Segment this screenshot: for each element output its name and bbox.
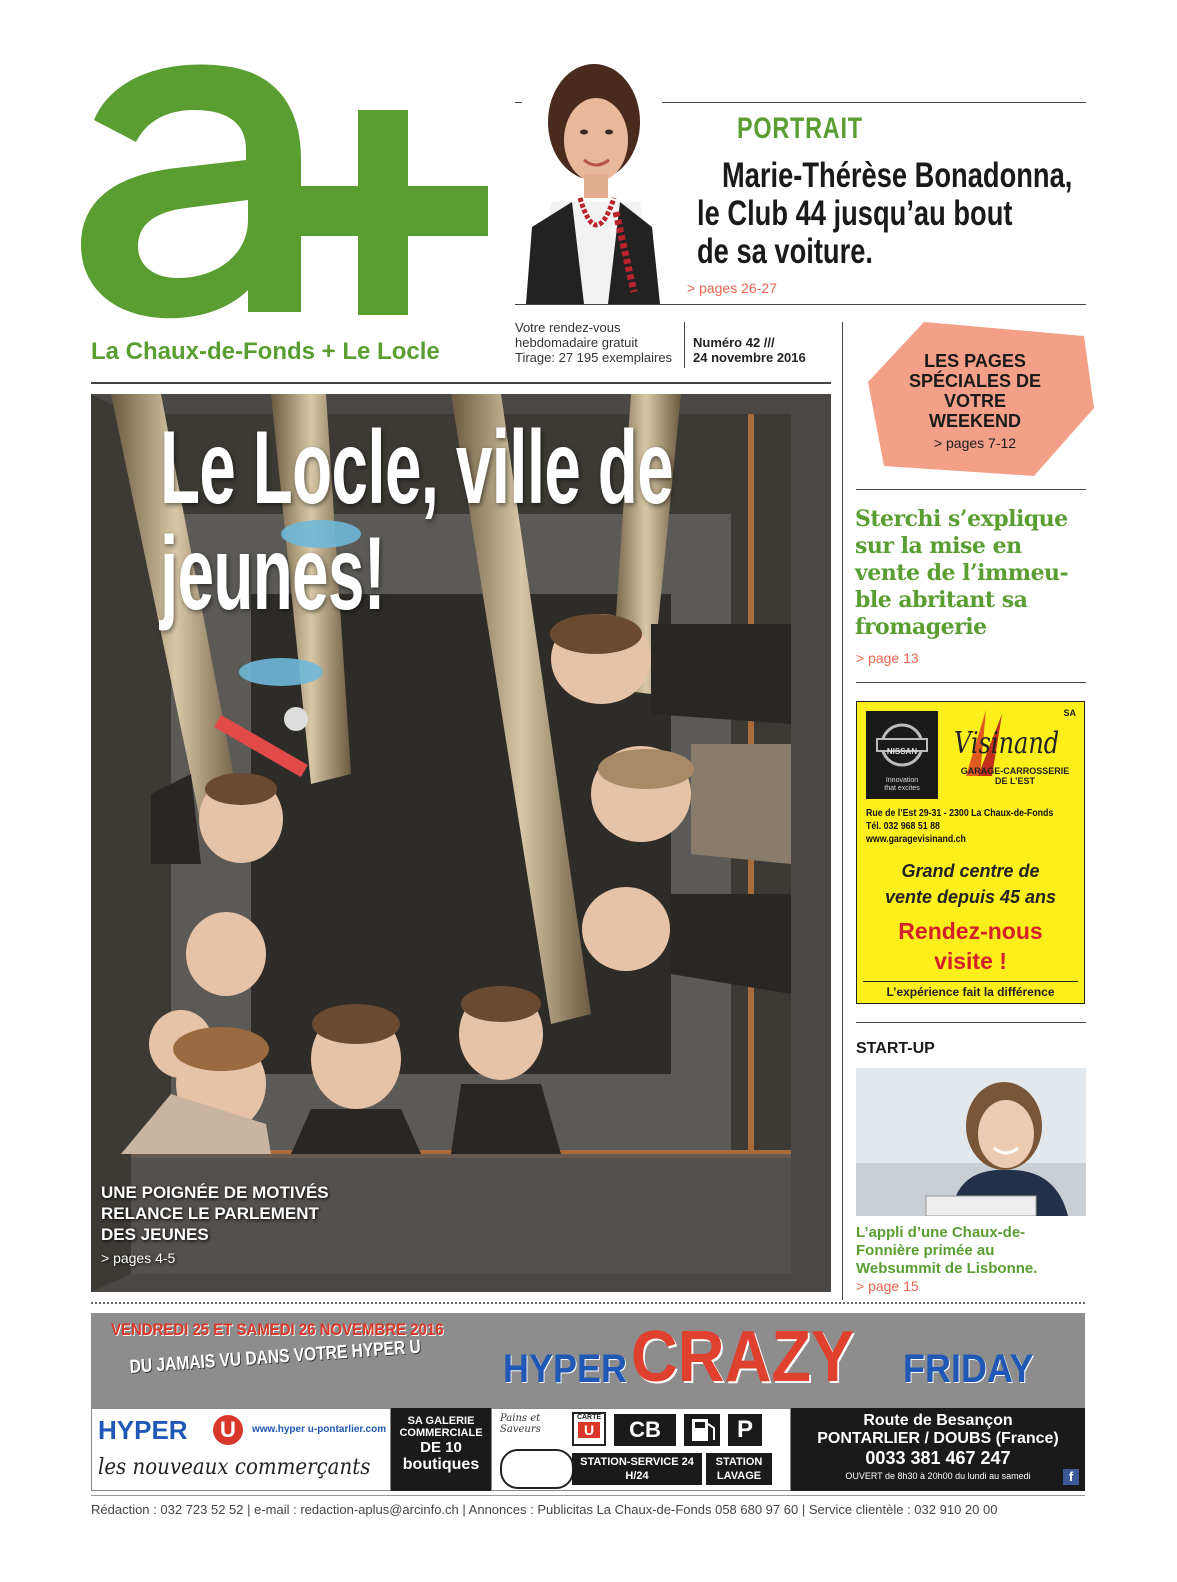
rule xyxy=(91,1495,1085,1496)
issue-number: Numéro 42 /// xyxy=(693,335,775,350)
masthead-tagline: La Chaux-de-Fonds + Le Locle xyxy=(91,338,440,365)
hyper-phone[interactable]: 0033 381 467 247 xyxy=(865,1448,1011,1468)
carte-u: U xyxy=(578,1422,600,1438)
location-icon xyxy=(500,1449,574,1489)
column-divider xyxy=(842,322,843,1300)
info-line: Votre rendez-vous xyxy=(515,320,621,335)
cover-headline-line: Le Locle, ville de xyxy=(160,410,674,526)
nissan-slogan xyxy=(866,777,938,793)
nissan-cta-line: visite ! xyxy=(934,948,1007,974)
station-lavage-line: STATION xyxy=(715,1456,763,1468)
cover-caption-line: DES JEUNES xyxy=(101,1225,209,1244)
services-box xyxy=(491,1408,791,1491)
hyper-u-logo-text: HYPER xyxy=(98,1415,188,1445)
hyper-date-banner: VENDREDI 25 ET SAMEDI 26 NOVEMBRE 2016 xyxy=(111,1320,444,1339)
issue-info xyxy=(693,335,806,365)
sterchi-page-ref[interactable]: > page 13 xyxy=(856,650,919,666)
nissan-cta-line: Rendez-nous xyxy=(898,918,1043,944)
aplus-logo xyxy=(76,50,506,320)
rule xyxy=(515,304,1086,305)
visinand-name: Visinand xyxy=(954,726,1060,761)
startup-photo xyxy=(856,1068,1086,1216)
facebook-icon[interactable]: f xyxy=(1063,1469,1079,1485)
nissan-contact xyxy=(866,807,1077,846)
sterchi-line: vente de l’immeu- xyxy=(855,560,1069,586)
startup-headline[interactable] xyxy=(856,1224,1096,1278)
hyper-city: PONTARLIER / DOUBS (France) xyxy=(817,1430,1059,1447)
hyper-u-logo-mark: U xyxy=(213,1415,243,1445)
fuel-pump-icon xyxy=(684,1414,720,1446)
hyper-address-box xyxy=(791,1408,1085,1491)
sterchi-line: fromagerie xyxy=(855,614,987,640)
visinand-sa: SA xyxy=(1063,708,1076,718)
hyper-u-script: les nouveaux commerçants xyxy=(98,1455,371,1480)
info-line: hebdomadaire gratuit xyxy=(515,335,638,350)
nissan-pitch-line: Grand centre de xyxy=(901,861,1040,881)
startup-kicker: START-UP xyxy=(856,1040,935,1057)
rule xyxy=(863,981,1078,982)
station-lavage-label xyxy=(706,1453,772,1485)
friday-word: FRIDAY xyxy=(903,1347,1034,1391)
station-lavage-line: LAVAGE xyxy=(716,1470,762,1482)
startup-line: Websummit de Lisbonne. xyxy=(856,1260,1038,1277)
cover-page-ref[interactable]: > pages 4-5 xyxy=(101,1250,176,1266)
rule xyxy=(91,382,831,384)
footer-contacts: Rédaction : 032 723 52 52 | e-mail : redaction-aplus@arcinfo.ch | Annonces : Publicitas La Chaux-de-Fonds 058 680 97 60 | Service clientèle : 032 910 20 00 xyxy=(91,1502,998,1517)
info-line: Tirage: 27 195 exemplaires xyxy=(515,350,673,365)
nissan-pitch-line: vente depuis 45 ans xyxy=(884,887,1057,907)
visinand-logo xyxy=(950,708,1080,800)
nissan-slogan-line: Innovation xyxy=(885,777,919,784)
galerie-line: COMMERCIALE xyxy=(399,1427,483,1439)
rule xyxy=(856,489,1086,490)
station-service-label: STATION-SERVICE 24 H/24 xyxy=(572,1453,702,1485)
cb-icon: CB xyxy=(614,1414,676,1446)
hyper-route: Route de Besançon xyxy=(863,1412,1013,1429)
nissan-address: Rue de l’Est 29-31 - 2300 La Chaux-de-Fonds xyxy=(866,808,1054,819)
rule xyxy=(856,1022,1086,1023)
cover-headline-line: jeunes! xyxy=(160,516,385,632)
hyper-u-logo-box xyxy=(91,1408,391,1491)
hyper-word: HYPER xyxy=(503,1347,628,1391)
cover-headline[interactable] xyxy=(160,410,828,632)
galerie-line: boutiques xyxy=(402,1456,480,1473)
cover-caption xyxy=(101,1182,329,1245)
cover-caption-line: UNE POIGNÉE DE MOTIVÉS xyxy=(101,1183,329,1202)
nissan-slogan-line: that excites xyxy=(884,785,920,792)
portrait-page-ref[interactable]: > pages 26-27 xyxy=(687,280,777,296)
nissan-cta xyxy=(857,916,1084,976)
startup-line: Fonnière primée au xyxy=(856,1242,995,1259)
carte-label: CARTE xyxy=(576,1414,602,1421)
hyper-u-ad[interactable] xyxy=(91,1313,1085,1491)
weekend-line: SPÉCIALES DE xyxy=(908,371,1042,391)
portrait-title-line: de sa voiture. xyxy=(697,232,873,271)
portrait-title-line: le Club 44 jusqu’au bout xyxy=(697,194,1013,233)
visinand-sub-line: DE L’EST xyxy=(994,776,1035,786)
nissan-brand: NISSAN xyxy=(886,747,918,756)
rule xyxy=(856,682,1086,683)
weekend-line: VOTRE xyxy=(943,391,1006,411)
parking-icon: P xyxy=(728,1414,762,1446)
hyper-u-url[interactable]: www.hyper u-pontarlier.com xyxy=(252,1424,387,1435)
nissan-ad[interactable] xyxy=(856,701,1085,1004)
cover-caption-line: RELANCE LE PARLEMENT xyxy=(101,1204,319,1223)
nissan-logo xyxy=(866,711,938,799)
ad-separator xyxy=(91,1302,1085,1304)
nissan-phone: Tél. 032 968 51 88 xyxy=(866,821,940,832)
weekend-line: LES PAGES xyxy=(924,351,1026,371)
pains-saveurs: Pains et Saveurs xyxy=(500,1413,541,1435)
weekend-page-ref[interactable]: > pages 7-12 xyxy=(933,435,1017,451)
sterchi-line: sur la mise en xyxy=(855,533,1022,559)
portrait-title-line: Marie-Thérèse Bonadonna, xyxy=(721,156,1073,195)
sterchi-line: ble abritant sa xyxy=(855,587,1028,613)
crazy-word: CRAZY xyxy=(631,1317,855,1397)
hyper-arc-text: DU JAMAIS VU DANS VOTRE HYPER U xyxy=(129,1336,422,1378)
info-divider xyxy=(684,322,685,368)
carte-u-icon xyxy=(572,1412,606,1446)
startup-line: L’appli d’une Chaux-de- xyxy=(856,1224,1026,1241)
sterchi-headline[interactable] xyxy=(855,506,1095,641)
visinand-sub xyxy=(952,766,1078,786)
nissan-pitch xyxy=(857,858,1084,910)
galerie-box xyxy=(391,1408,491,1491)
visinand-sub-line: GARAGE-CARROSSERIE xyxy=(960,766,1070,776)
nissan-emblem-icon xyxy=(876,721,928,769)
weekend-line: WEEKEND xyxy=(928,411,1021,431)
startup-page-ref[interactable]: > page 15 xyxy=(856,1278,919,1294)
sterchi-line: Sterchi s’explique xyxy=(855,506,1068,532)
rule xyxy=(660,102,1086,103)
galerie-line: DE 10 xyxy=(420,1439,462,1456)
issue-date: 24 novembre 2016 xyxy=(693,350,806,365)
portrait-title[interactable] xyxy=(697,157,1103,271)
portrait-photo xyxy=(522,52,662,304)
masthead-info xyxy=(515,320,672,365)
weekend-text xyxy=(880,351,1070,453)
hyper-hours: OUVERT de 8h30 à 20h00 du lundi au samedi xyxy=(845,1471,1031,1481)
nissan-web[interactable]: www.garagevisinand.ch xyxy=(866,834,966,845)
portrait-kicker: PORTRAIT xyxy=(737,112,863,145)
galerie-line: SA GALERIE xyxy=(407,1415,475,1427)
nissan-footer: L’expérience fait la différence xyxy=(886,985,1055,999)
